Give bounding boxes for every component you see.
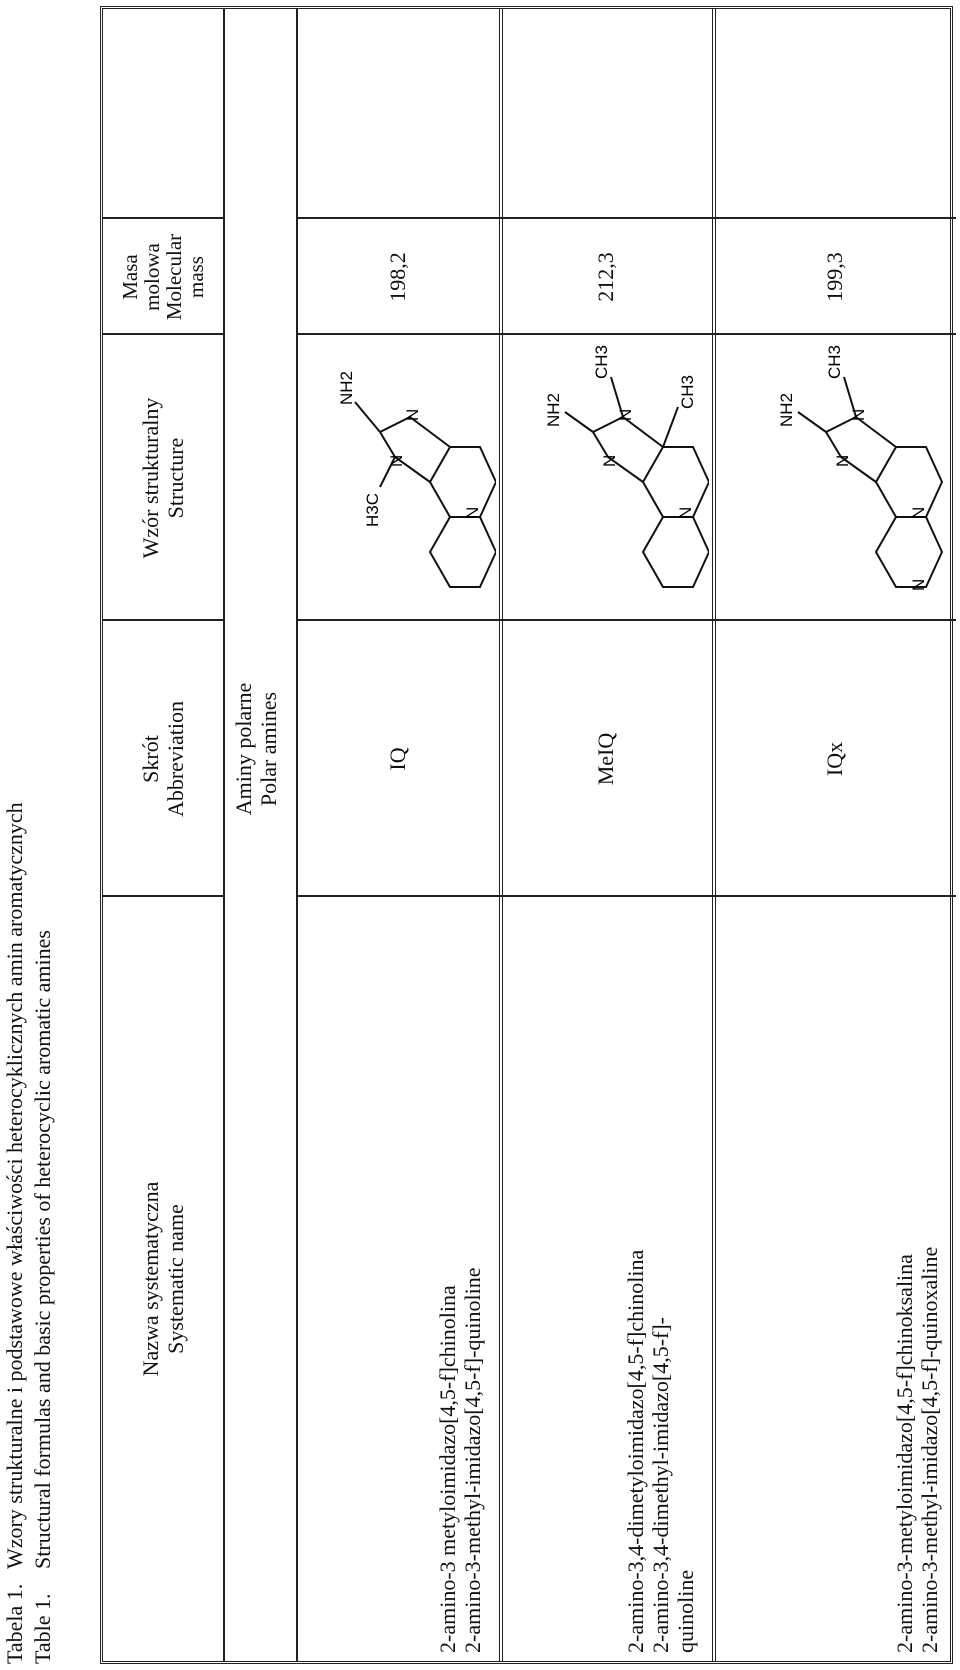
- header-structure-pl: Wzór strukturalny: [138, 397, 163, 559]
- header-mass-3: Molecular: [162, 233, 186, 321]
- row1-mass: 198,2: [385, 252, 410, 302]
- amino-label: NH2: [777, 392, 796, 427]
- section-label-pl: Aminy polarne: [231, 682, 256, 816]
- section-label: [231, 601, 281, 897]
- n-label: N: [616, 408, 635, 421]
- header-structure: [103, 335, 223, 621]
- header-mass-4: mass: [184, 256, 208, 299]
- structure-iq: [300, 337, 496, 617]
- methyl-label: CH3: [678, 374, 697, 409]
- header-abbreviation: [103, 621, 223, 897]
- caption-polish-text: Wzory strukturalne i podstawowe właściwości heterocyklicznych amin aromatycznych: [2, 802, 27, 1569]
- row3-name-pl: 2-amino-3-metyloimidazo[4,5-f]chinoksalina: [892, 1254, 917, 1653]
- row1-name-pl: 2-amino-3 metyloimidazo[4,5-f]chinolina: [435, 1285, 460, 1653]
- header-divider: [223, 9, 225, 1661]
- n-label: N: [600, 454, 619, 467]
- n-label: N: [387, 454, 406, 467]
- row1-abbr: IQ: [385, 747, 410, 771]
- header-name-pl: Nazwa systematyczna: [138, 1181, 163, 1377]
- n-label: N: [909, 506, 928, 519]
- caption-english: [30, 930, 56, 1664]
- row2-name-pl: 2-amino-3,4-dimetyloimidazo[4,5-f]chinolina: [623, 1249, 648, 1653]
- properties-table: [100, 6, 953, 1664]
- header-mass: [103, 219, 223, 335]
- amino-label: NH2: [337, 370, 356, 405]
- n-label: N: [676, 506, 695, 519]
- row3-name: [712, 901, 956, 1661]
- row2-mass: 212,3: [593, 252, 618, 302]
- caption-polish: [2, 802, 28, 1664]
- n-label: N: [463, 506, 482, 519]
- row2-name: [499, 901, 712, 1661]
- row2-name-en: 2-amino-3,4-dimethyl-imidazo[4,5-f]-: [648, 1316, 673, 1653]
- row1-name-en: 2-amino-3-methyl-imidazo[4,5-f]-quinoline: [460, 1267, 485, 1653]
- header-mass-2: molowa: [140, 243, 164, 311]
- n-label: N: [403, 408, 422, 421]
- structure-iqx: [716, 337, 952, 617]
- header-mass-1: Masa: [118, 254, 142, 300]
- methyl-label: CH3: [825, 344, 844, 379]
- row3-name-en: 2-amino-3-methyl-imidazo[4,5-f]-quinoxaline: [917, 1246, 942, 1653]
- row2-abbr: MeIQ: [593, 732, 618, 786]
- header-name-en: Systematic name: [163, 1204, 188, 1354]
- methyl-label: CH3: [592, 344, 611, 379]
- header-abbr-en: Abbreviation: [163, 700, 188, 818]
- caption-polish-label: Tabela 1.: [2, 1583, 27, 1664]
- row1-name: [296, 901, 499, 1661]
- n-label: N: [909, 578, 928, 591]
- section-label-en: Polar amines: [256, 691, 281, 807]
- structure-meiq: [503, 337, 709, 617]
- n-label: N: [849, 408, 868, 421]
- caption-english-label: Table 1.: [30, 1593, 55, 1664]
- row3-mass: 199,3: [821, 252, 847, 302]
- row2-name-en-cont: quinoline: [673, 1569, 698, 1653]
- n-label: N: [833, 454, 852, 467]
- methyl-label: H3C: [363, 492, 382, 527]
- header-abbr-pl: Skrót: [138, 735, 163, 783]
- amino-label: NH2: [544, 392, 563, 427]
- row3-abbr: IQx: [821, 741, 847, 777]
- header-name: [103, 897, 223, 1661]
- caption-english-text: Structural formulas and basic properties of heterocyclic aromatic amines: [30, 930, 55, 1569]
- header-structure-en: Structure: [163, 437, 188, 519]
